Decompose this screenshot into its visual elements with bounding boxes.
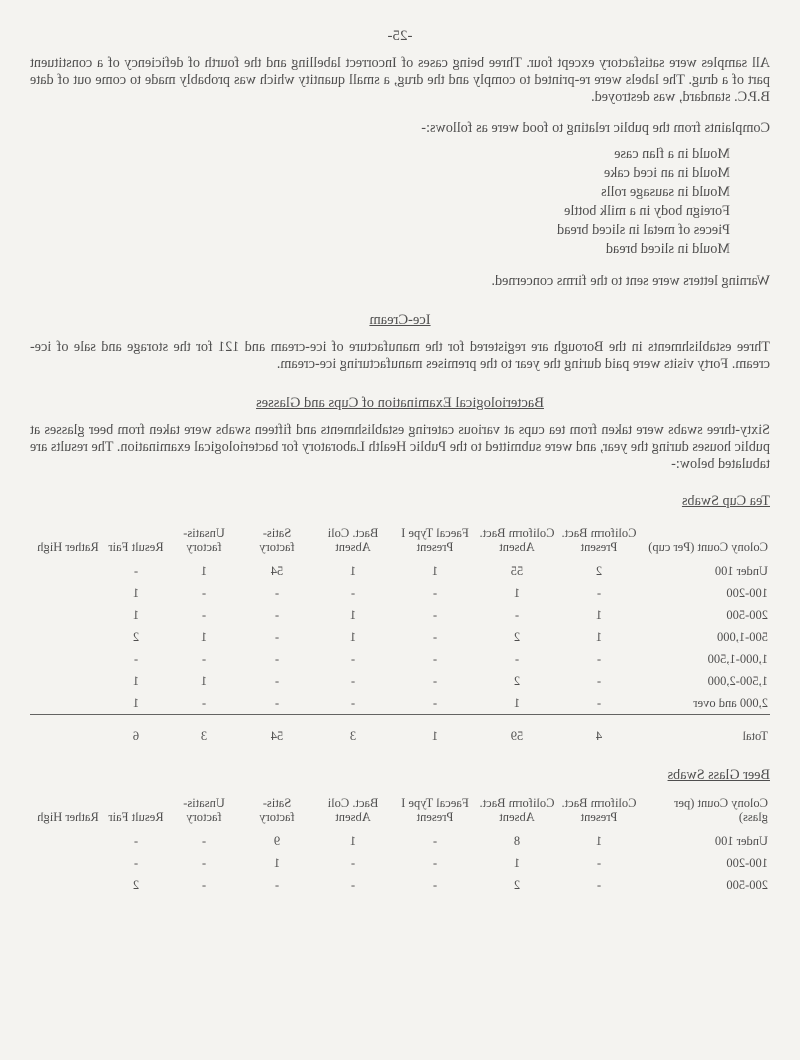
table-row xyxy=(30,648,770,670)
table-row xyxy=(30,560,770,582)
cell: 1 xyxy=(349,834,357,848)
cell: - xyxy=(133,834,139,848)
cell: 1 xyxy=(595,834,603,848)
cell: 3 xyxy=(200,729,208,743)
cell: 1 xyxy=(200,564,208,578)
row-label: 100-200 xyxy=(726,586,768,600)
total-label: Total xyxy=(742,729,768,743)
complaints-outro: Warning letters were sent to the firms concerned. xyxy=(491,273,770,289)
cell: 1 xyxy=(273,856,281,870)
cell: 2 xyxy=(513,878,521,892)
cell: 1 xyxy=(595,630,603,644)
cell: - xyxy=(596,696,602,710)
col-header: Satis- factory xyxy=(259,526,295,554)
cell: 2 xyxy=(595,564,603,578)
cell: - xyxy=(201,834,207,848)
row-label: 500-1,000 xyxy=(716,630,768,644)
cell: - xyxy=(201,586,207,600)
cell: - xyxy=(432,630,438,644)
spacer xyxy=(30,259,770,273)
cell xyxy=(30,723,106,747)
complaint-item: Mould in sliced bread xyxy=(605,241,730,257)
cell: 1 xyxy=(431,729,439,743)
complaint-item: Pieces of metal in sliced bread xyxy=(557,222,730,238)
col-header: Bact. Coli Absent xyxy=(327,796,379,824)
cell: - xyxy=(133,564,139,578)
table-row xyxy=(30,582,770,604)
row-label: Under 100 xyxy=(714,834,768,848)
table-row xyxy=(30,670,770,692)
cell: - xyxy=(201,696,207,710)
cell: - xyxy=(596,856,602,870)
complaints-list xyxy=(30,145,770,259)
beer-glass-swabs-table xyxy=(30,794,770,896)
beer-glass-swabs-caption: Beer Glass Swabs xyxy=(667,767,770,783)
col-header: Coliform Bact. Present xyxy=(561,526,637,554)
cell: - xyxy=(432,834,438,848)
cell: - xyxy=(133,652,139,666)
cell: - xyxy=(432,856,438,870)
cell xyxy=(30,626,106,648)
col-header: Faecal Type I Present xyxy=(401,796,469,824)
spacer xyxy=(30,106,770,120)
cell: 1 xyxy=(595,608,603,622)
cell xyxy=(30,670,106,692)
row-label: 100-200 xyxy=(726,856,768,870)
cell: - xyxy=(596,652,602,666)
cell: 59 xyxy=(510,729,524,743)
col-header: Unsatis- factory xyxy=(183,526,225,554)
cell: 54 xyxy=(270,564,284,578)
cell: - xyxy=(432,674,438,688)
cell xyxy=(30,604,106,626)
complaint-item: Foreign body in a milk bottle xyxy=(564,203,730,219)
table-row xyxy=(30,852,770,874)
intro-paragraph: All samples were satisfactory except four. Three being cases of Incorrect labelling and the fourth of deficiency of a constituent part of a drug. The labels were re-printed to comply and the drug, a small quantity which was probably made to come out of date B.P.C. standard, was destroyed. xyxy=(30,55,770,105)
col-header: Bact. Coli Absent xyxy=(327,526,379,554)
row-label: 200-500 xyxy=(726,878,768,892)
col-header: Colony Count (per glass) xyxy=(674,796,768,824)
cell xyxy=(30,582,106,604)
cell: 1 xyxy=(200,674,208,688)
swabs-paragraph: Sixty-three swabs were taken from tea cups at various catering establishments and fifteen swabs were taken from beer glasses at public houses during the year, and were submitted to the Public Health Laboratory for bacteriological examination. The results are tabulated below:- xyxy=(30,422,770,472)
complaint-item: Mould in sausage rolls xyxy=(601,184,730,200)
complaint-item: Mould in a flan case xyxy=(614,146,730,162)
cell: 6 xyxy=(132,729,140,743)
cell: 1 xyxy=(513,696,521,710)
cell: - xyxy=(596,878,602,892)
table-row xyxy=(30,830,770,852)
cell: - xyxy=(514,652,520,666)
cell: - xyxy=(274,674,280,688)
cell: 1 xyxy=(349,564,357,578)
cell: 8 xyxy=(513,834,521,848)
table-row xyxy=(30,692,770,715)
table-row xyxy=(30,626,770,648)
col-header: Result Fair xyxy=(108,540,164,554)
col-header: Unsatis- factory xyxy=(183,796,225,824)
cell: - xyxy=(274,652,280,666)
section-heading-ice-cream: Ice-Cream xyxy=(369,312,431,328)
tea-cup-swabs-table xyxy=(30,524,770,747)
cell: 2 xyxy=(513,674,521,688)
cell: 55 xyxy=(510,564,524,578)
cell: - xyxy=(432,608,438,622)
cell: 1 xyxy=(132,586,140,600)
page-number: -25- xyxy=(387,28,413,44)
col-header: Faecal Type I Present xyxy=(401,526,469,554)
cell: - xyxy=(432,696,438,710)
cell: - xyxy=(596,674,602,688)
cell: - xyxy=(350,586,356,600)
cell: - xyxy=(133,856,139,870)
cell xyxy=(30,874,106,896)
col-header: Rather High xyxy=(37,810,99,824)
cell: - xyxy=(514,608,520,622)
cell: 1 xyxy=(349,630,357,644)
cell: 9 xyxy=(273,834,281,848)
cell xyxy=(30,830,106,852)
cell: - xyxy=(350,652,356,666)
col-header: Colony Count (Per cup) xyxy=(648,540,768,554)
cell xyxy=(30,560,106,582)
table-header-row xyxy=(30,524,770,560)
tea-cup-swabs-caption: Tea Cup Swabs xyxy=(681,493,770,509)
table-rule xyxy=(30,715,770,724)
cell: 54 xyxy=(270,729,284,743)
cell: - xyxy=(432,652,438,666)
cell: - xyxy=(201,608,207,622)
cell: - xyxy=(350,856,356,870)
cell: - xyxy=(274,630,280,644)
ice-cream-paragraph: Three establishments in the Borough are registered for the manufacture of ice-cream and 121 for the storage and sale of ice-cream. Forty visits were paid during the year to the premises manufacturing ice-cream. xyxy=(30,339,770,372)
cell: 1 xyxy=(349,608,357,622)
table-row xyxy=(30,604,770,626)
cell: - xyxy=(350,878,356,892)
cell: 1 xyxy=(513,856,521,870)
row-label: 1,000-1,500 xyxy=(707,652,768,666)
subsection-heading-swabs: Bacteriological Examination of Cups and Glasses xyxy=(256,395,544,411)
cell: - xyxy=(274,696,280,710)
cell: - xyxy=(432,878,438,892)
cell xyxy=(30,852,106,874)
col-header: Rather High xyxy=(37,540,99,554)
cell: - xyxy=(596,586,602,600)
col-header: Result Fair xyxy=(108,810,164,824)
table-row xyxy=(30,874,770,896)
cell: 2 xyxy=(132,630,140,644)
cell: 1 xyxy=(431,564,439,578)
col-header: Coliform Bact. Present xyxy=(561,796,637,824)
cell: 1 xyxy=(132,674,140,688)
col-header: Coliform Bact. Absent xyxy=(479,796,555,824)
row-label: 2,000 and over xyxy=(693,696,768,710)
cell xyxy=(30,692,106,715)
cell: 1 xyxy=(200,630,208,644)
cell: - xyxy=(350,696,356,710)
table-header-row xyxy=(30,794,770,830)
cell xyxy=(30,648,106,670)
col-header: Coliform Bact. Absent xyxy=(479,526,555,554)
cell: - xyxy=(201,878,207,892)
cell: - xyxy=(201,652,207,666)
cell: - xyxy=(201,856,207,870)
complaint-item: Mould in an iced cake xyxy=(603,165,730,181)
cell: 1 xyxy=(132,696,140,710)
cell: 3 xyxy=(349,729,357,743)
table-total-row xyxy=(30,723,770,747)
row-label: Under 100 xyxy=(714,564,768,578)
cell: - xyxy=(432,586,438,600)
cell: - xyxy=(274,608,280,622)
cell: 1 xyxy=(513,586,521,600)
cell: - xyxy=(274,878,280,892)
row-label: 1,500-2,000 xyxy=(707,674,768,688)
row-label: 200-500 xyxy=(726,608,768,622)
cell: - xyxy=(350,674,356,688)
cell: 4 xyxy=(595,729,603,743)
cell: 2 xyxy=(132,878,140,892)
col-header: Satis- factory xyxy=(259,796,295,824)
cell: 2 xyxy=(513,630,521,644)
cell: - xyxy=(274,586,280,600)
complaints-intro: Complaints from the public relating to food were as follows:- xyxy=(421,120,770,136)
cell: 1 xyxy=(132,608,140,622)
